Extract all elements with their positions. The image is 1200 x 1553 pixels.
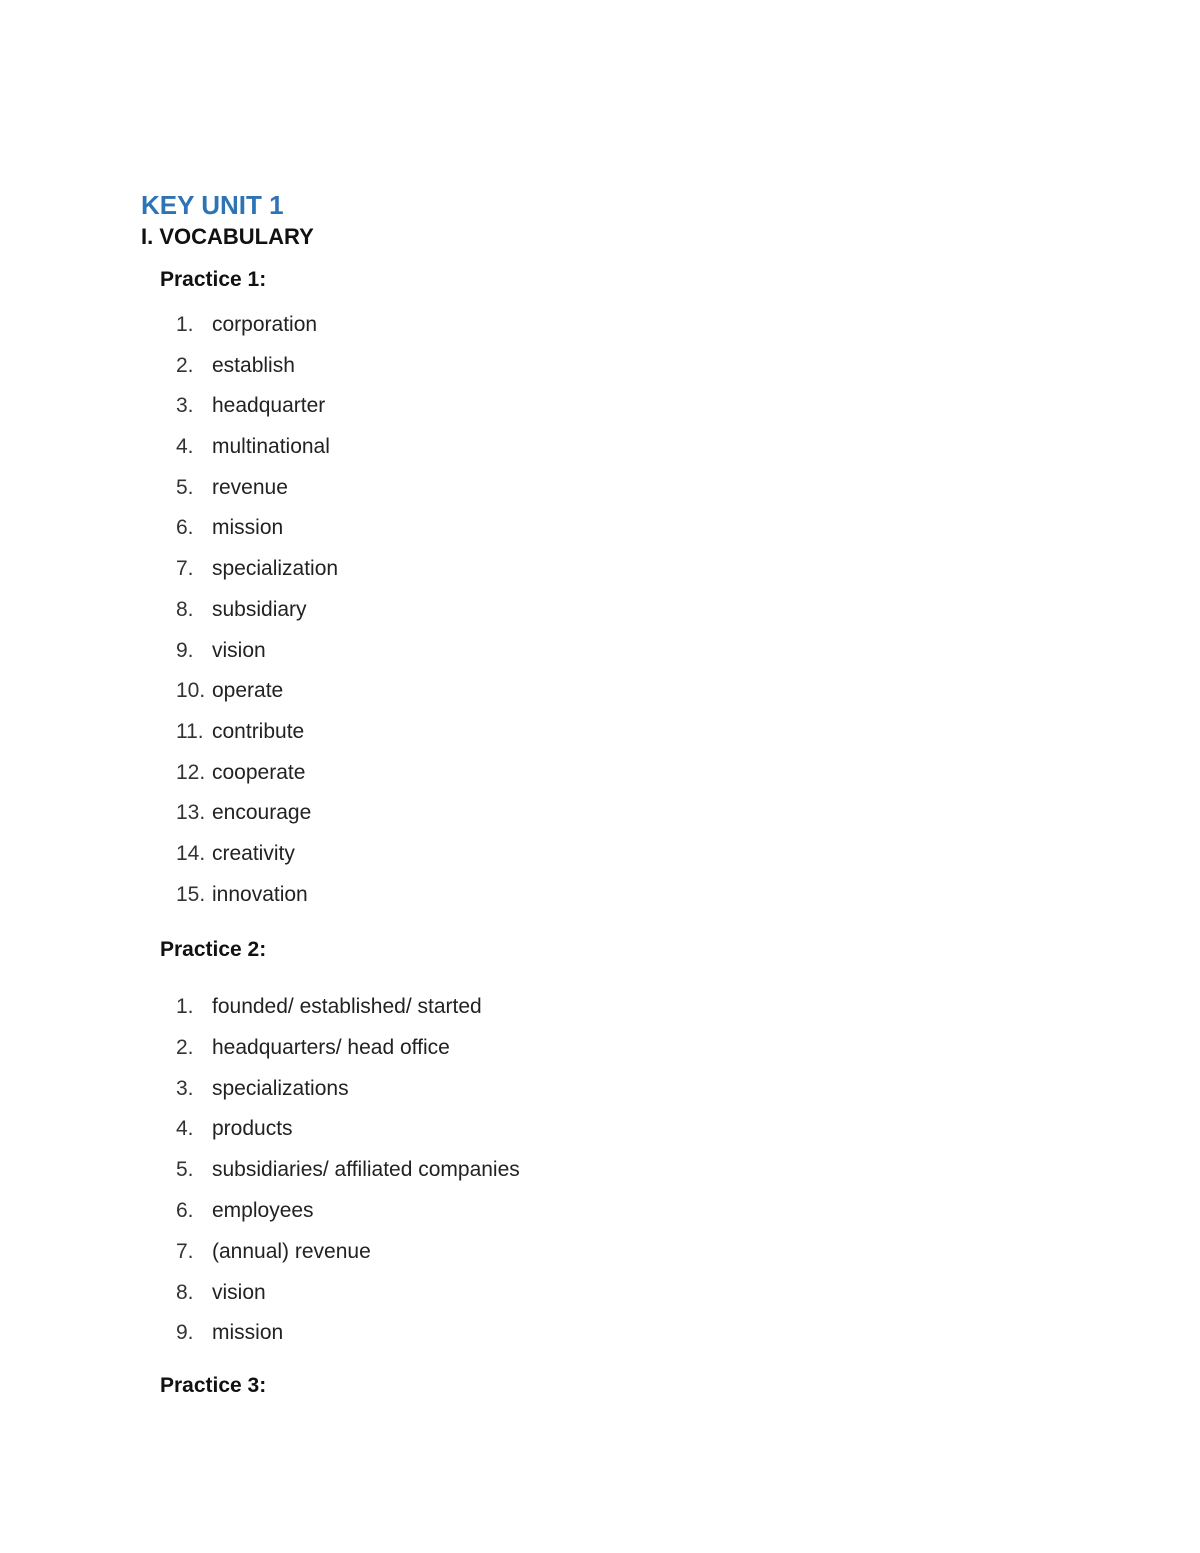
item-text: creativity <box>212 841 295 865</box>
item-text: multinational <box>212 435 330 459</box>
list-item <box>176 1279 520 1320</box>
item-number: 10. <box>176 679 206 703</box>
item-text: vision <box>212 638 266 662</box>
list-item <box>176 881 338 922</box>
item-number: 8. <box>176 1280 194 1304</box>
item-text: contribute <box>212 719 305 743</box>
list-item <box>176 759 338 800</box>
item-number: 6. <box>176 516 194 540</box>
item-number: 11. <box>176 719 204 743</box>
list-item <box>176 555 338 596</box>
list-item <box>176 352 338 393</box>
item-number: 3. <box>176 394 194 418</box>
item-number: 5. <box>176 1158 194 1182</box>
list-item <box>176 311 338 352</box>
practice-2-heading: Practice 2: <box>160 938 267 961</box>
list-item <box>176 474 338 515</box>
item-number: 1. <box>176 995 194 1018</box>
item-number: 15. <box>176 882 206 906</box>
list-item <box>176 1197 520 1238</box>
item-text: products <box>212 1117 293 1141</box>
item-number: 2. <box>176 1035 194 1059</box>
practice-1-heading: Practice 1: <box>160 268 267 291</box>
item-number: 8. <box>176 597 194 621</box>
item-number: 14. <box>176 841 206 865</box>
item-text: employees <box>212 1198 314 1222</box>
list-item <box>176 1115 520 1156</box>
item-text: vision <box>212 1280 266 1304</box>
practice-2-list <box>176 993 520 1360</box>
list-item <box>176 637 338 678</box>
item-number: 9. <box>176 1321 194 1345</box>
document-title: KEY UNIT 1 <box>141 190 284 220</box>
list-item <box>176 392 338 433</box>
list-item <box>176 840 338 881</box>
item-number: 2. <box>176 353 194 377</box>
practice-3-heading: Practice 3: <box>160 1374 267 1397</box>
item-text: operate <box>212 679 284 703</box>
list-item <box>176 514 338 555</box>
list-item <box>176 718 338 759</box>
item-number: 12. <box>176 760 206 784</box>
item-number: 9. <box>176 638 194 662</box>
item-text: mission <box>212 516 284 540</box>
item-text: innovation <box>212 882 308 906</box>
list-item <box>176 433 338 474</box>
item-text: specialization <box>212 557 339 581</box>
item-number: 7. <box>176 557 194 581</box>
item-number: 13. <box>176 801 206 825</box>
section-heading: I. VOCABULARY <box>141 224 314 249</box>
item-text: revenue <box>212 475 288 499</box>
item-number: 7. <box>176 1239 194 1263</box>
item-text: mission <box>212 1321 284 1345</box>
item-text: cooperate <box>212 760 306 784</box>
item-text: (annual) revenue <box>212 1239 371 1263</box>
item-text: headquarters/ head office <box>212 1035 450 1059</box>
list-item <box>176 1319 520 1360</box>
list-item <box>176 677 338 718</box>
list-item <box>176 1156 520 1197</box>
item-text: encourage <box>212 801 312 825</box>
item-number: 1. <box>176 313 194 336</box>
list-item <box>176 799 338 840</box>
item-text: establish <box>212 353 295 377</box>
item-text: specializations <box>212 1076 349 1100</box>
item-number: 4. <box>176 1117 194 1141</box>
list-item <box>176 1075 520 1116</box>
list-item <box>176 596 338 637</box>
item-text: headquarter <box>212 394 326 418</box>
item-number: 4. <box>176 435 194 459</box>
item-text: subsidiaries/ affiliated companies <box>212 1158 520 1182</box>
list-item <box>176 1238 520 1279</box>
item-number: 3. <box>176 1076 194 1100</box>
item-text: subsidiary <box>212 597 307 621</box>
item-text: corporation <box>212 313 318 336</box>
item-number: 6. <box>176 1198 194 1222</box>
list-item <box>176 1034 520 1075</box>
item-text: founded/ established/ started <box>212 995 482 1018</box>
item-number: 5. <box>176 475 194 499</box>
list-item <box>176 993 520 1034</box>
practice-1-list <box>176 311 338 921</box>
